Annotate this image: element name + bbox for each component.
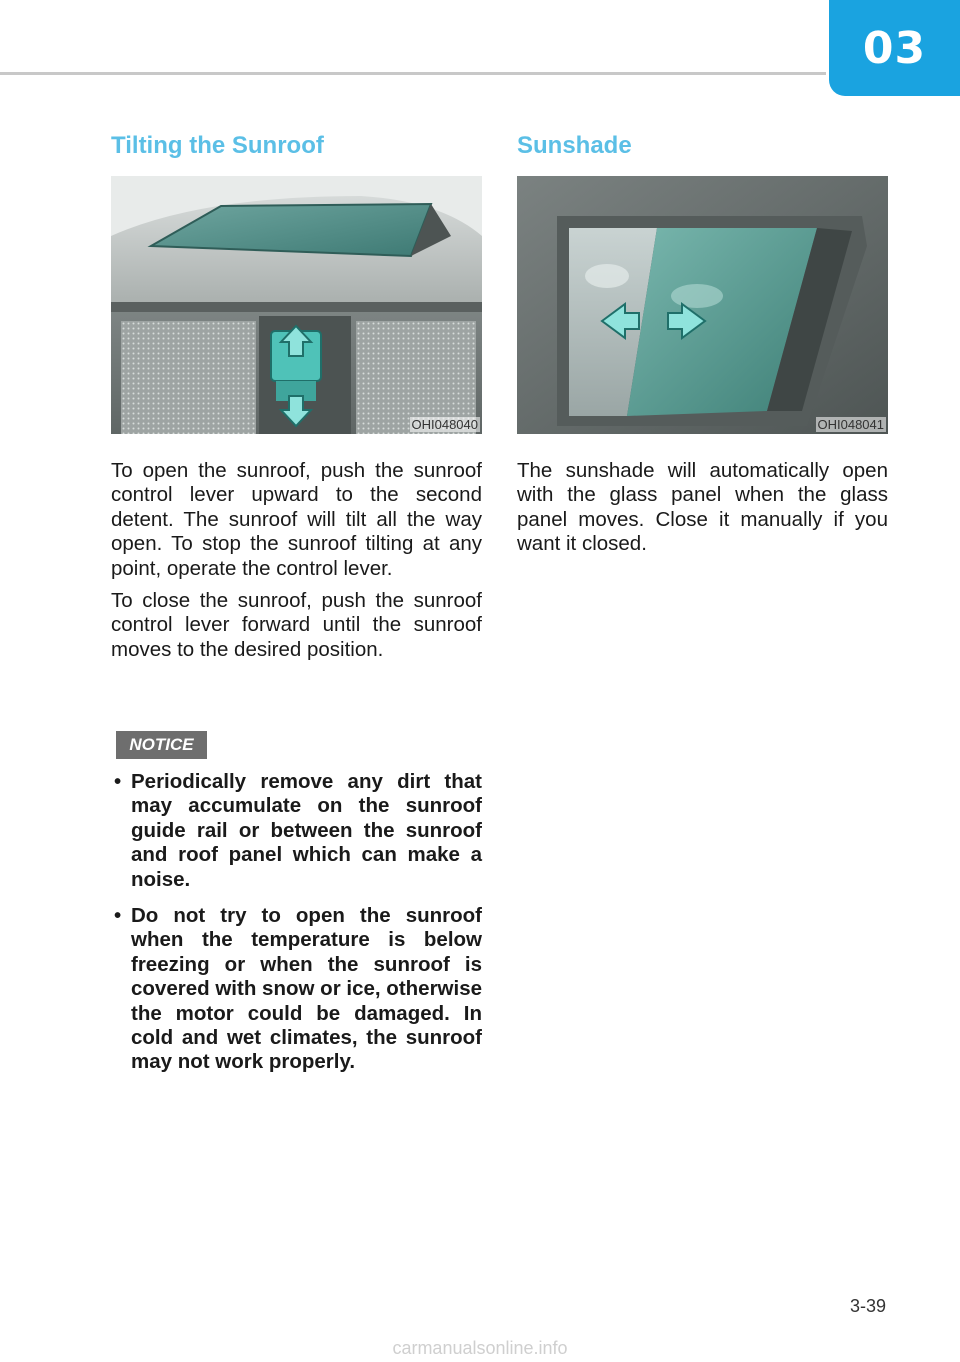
- figure-code-sunshade: OHI048041: [817, 417, 884, 432]
- sunshade-paragraph: The sunshade will automatically open with the glass panel when the glass panel moves. Close it manually if you want it closed.: [517, 459, 888, 556]
- section-title-sunshade: Sunshade: [517, 132, 632, 159]
- sunroof-tilt-figure: [111, 176, 482, 434]
- sunshade-instructions: [517, 459, 888, 565]
- page-number: 3-39: [849, 1296, 886, 1316]
- bullet-icon: •: [114, 904, 122, 928]
- section-title-tilting: Tilting the Sunroof: [111, 132, 324, 159]
- tilting-instructions: [111, 459, 482, 670]
- notice-item-text: Periodically remove any dirt that may accumulate on the sunroof guide rail or between the sunroof and roof panel which can make a noise.: [131, 770, 482, 891]
- sunroof-tilt-illustration: [111, 176, 482, 434]
- notice-item-text: Do not try to open the sunroof when the temperature is below freezing or when the sunroof is covered with snow or ice, otherwise the motor could be damaged. In cold and wet climates, the sunroof may not work properly.: [131, 904, 482, 1074]
- tilting-paragraph-open: To open the sunroof, push the sunroof control lever upward to the second detent. The sunroof will tilt all the way open. To stop the sunroof tilting at any point, operate the control lever.: [111, 459, 482, 580]
- notice-badge: NOTICE: [116, 731, 207, 759]
- notice-item: [112, 904, 482, 1075]
- chapter-tab: 03: [829, 0, 960, 96]
- notice-list: [112, 770, 482, 1087]
- sunshade-illustration: [517, 176, 888, 434]
- tilting-paragraph-close: To close the sunroof, push the sunroof control lever forward until the sunroof moves to the desired position.: [111, 589, 482, 661]
- notice-item: [112, 770, 482, 892]
- header-rule: [0, 72, 826, 75]
- figure-code-tilt: OHI048040: [411, 417, 478, 432]
- bullet-icon: •: [114, 770, 122, 793]
- watermark: carmanualsonline.info: [392, 1338, 568, 1358]
- sunshade-figure: [517, 176, 888, 434]
